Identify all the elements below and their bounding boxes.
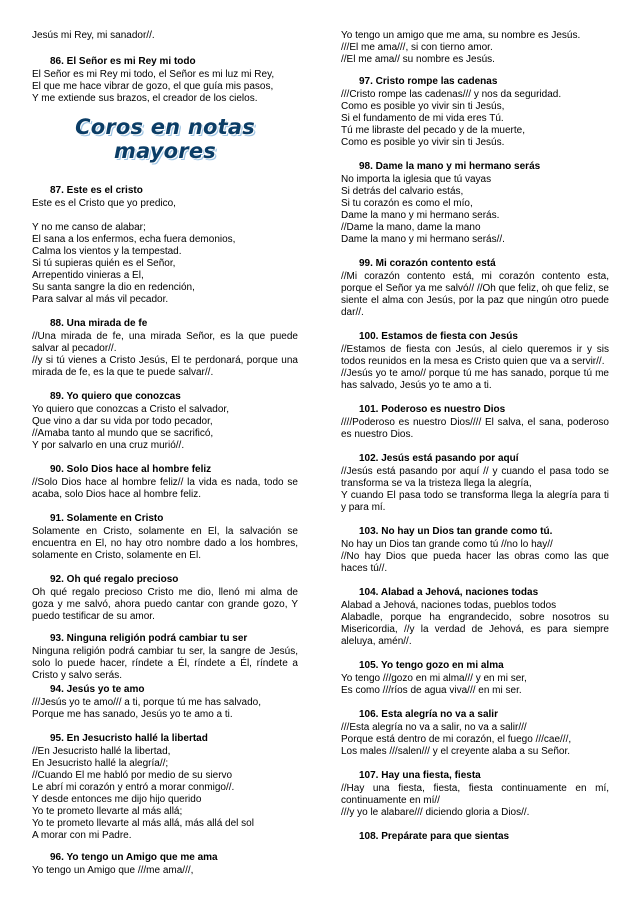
song-block [341, 161, 609, 246]
song-title: 92. Oh qué regalo precioso [50, 574, 179, 585]
song-line: //Estamos de fiesta con Jesús, al cielo queremos ir y sis todos reunidos en la mesa es Cristo quien que va a servir//. [341, 344, 609, 367]
song-title: 87. Este es el cristo [50, 185, 143, 196]
song-title: 95. En Jesucristo hallé la libertad [50, 733, 208, 744]
song-line: No importa la iglesia que tú vayas [341, 174, 492, 185]
song-line: Porque me has sanado, Jesús yo te amo a ti. [32, 709, 233, 720]
song-line: Yo tengo un Amigo que ///me ama///, [32, 865, 194, 876]
song-block [32, 464, 298, 501]
song-title: 103. No hay un Dios tan grande como tú. [359, 526, 553, 537]
song-title: 104. Alabad a Jehová, naciones todas [359, 587, 539, 598]
song-line: Arrepentido vinieras a Él, [32, 270, 144, 281]
right-song-list [341, 76, 609, 843]
song-line: ///El me ama///, si con tierno amor. [341, 42, 493, 53]
song-line [32, 210, 298, 222]
song-line: Ninguna religión podrá cambiar tu ser, la sangre de Jesús, solo lo puede hacer, ríndete a Él, ríndete a Él, ríndete a Cristo y salvo serás. [32, 646, 298, 681]
song-line: ///y yo le alabare/// diciendo gloria a Dios//. [341, 807, 530, 818]
song-title: 102. Jesús está pasando por aquí [359, 453, 519, 464]
song-line: Y por salvarlo en una cruz murió//. [32, 440, 185, 451]
song-line: Si tú supieras quién es el Señor, [32, 258, 176, 269]
song-line: //Jesús está pasando por aquí // y cuando el pasa todo se transforma se va la tristeza llega la alegría, [341, 466, 609, 489]
song-line: Le abrí mi corazón y entró a morar conmigo//. [32, 782, 235, 793]
song-title: 106. Esta alegría no va a salir [359, 709, 498, 720]
song-line: //El me ama// su nombre es Jesús. [341, 54, 495, 65]
song-title: 94. Jesús yo te amo [50, 684, 145, 695]
song-86 [32, 56, 298, 105]
song-block [341, 831, 609, 843]
section-banner [32, 113, 298, 165]
song-line: Porque está dentro de mi corazón, el fuego ///cae///, [341, 734, 572, 745]
song-block [32, 574, 298, 623]
song-line: Si detrás del calvario estás, [341, 186, 464, 197]
song-line: Dame la mano y mi hermano serás//. [341, 234, 505, 245]
song-line: No hay un Dios tan grande como tú //no lo hay// [341, 539, 553, 550]
song-block [32, 633, 298, 682]
song-line: Alabadle, porque ha engrandecido, sobre nosotros su Misericordia, //y la verdad de Jehová, es para siempre aleluya, amén//. [341, 612, 609, 647]
song-line: ////Poderoso es nuestro Dios//// El salva, el sana, poderoso es nuestro Dios. [341, 417, 609, 440]
song-line: //Dame la mano, dame la mano [341, 222, 481, 233]
song-title: 90. Solo Dios hace al hombre feliz [50, 464, 212, 475]
right-column [341, 30, 609, 855]
song-line: //Una mirada de fe, una mirada Señor, es la que puede salvar al pecador//. [32, 331, 298, 354]
song-line: Como es posible yo vivir sin ti Jesús, [341, 101, 505, 112]
song-block [341, 770, 609, 819]
song-title: 86. El Señor es mi Rey mi todo [50, 56, 196, 67]
song-line: Los males ///salen/// y el creyente alaba a su Señor. [341, 746, 571, 757]
song-block [341, 709, 609, 758]
song-line: Y cuando El pasa todo se transforma llega la alegría para ti y para mí. [341, 490, 609, 513]
song-line: Y desde entonces me dijo hijo querido [32, 794, 202, 805]
song-line: Como es posible yo vivir sin ti Jesús. [341, 137, 505, 148]
song-block [341, 453, 609, 514]
song-block [341, 587, 609, 648]
song-title: 88. Una mirada de fe [50, 318, 148, 329]
song-title: 108. Prepárate para que sientas [359, 831, 510, 842]
song-line: Yo te prometo llevarte al más allá, más allá del sol [32, 818, 254, 829]
left-song-list [32, 185, 298, 877]
song-line: Solamente en Cristo, solamente en El, la salvación se encuentra en El, no hay otro nombre dado a los hombres, solamente en Cristo, solamente en El. [32, 526, 298, 561]
section-banner-text: Coros en notas mayores [75, 115, 255, 163]
song-line: Oh qué regalo precioso Cristo me dio, llenó mi alma de goza y me salvó, ahora puedo cantar con grande gozo, Y puedo testificar de su amor. [32, 587, 298, 622]
song-line: Tú me libraste del pecado y de la muerte, [341, 125, 525, 136]
song-block [341, 404, 609, 441]
song-line: El Señor es mi Rey mi todo, el Señor es mi luz mi Rey, [32, 69, 275, 80]
song-line: Dame la mano y mi hermano serás. [341, 210, 500, 221]
song-line: //Mi corazón contento está, mi corazón contento esta, porque el Señor ya me salvó// //Oh que feliz, oh que feliz, se siente el alma con Jesús, por la paz que ningún otro puede dar//. [341, 271, 609, 318]
song-line: //No hay Dios que pueda hacer las obras como las que haces tú//. [341, 551, 609, 574]
song-line: Él sana a los enfermos, echa fuera demonios, [32, 234, 236, 245]
song-title: 93. Ninguna religión podrá cambiar tu ser [50, 633, 248, 644]
song-line: ///Esta alegría no va a salir, no va a salir/// [341, 722, 527, 733]
song-line: Si el fundamento de mi vida eres Tú. [341, 113, 504, 124]
song-title: 96. Yo tengo un Amigo que me ama [50, 852, 218, 863]
song-line: Para salvar al más vil pecador. [32, 294, 169, 305]
song-block [32, 185, 298, 306]
song-line: //y si tú vienes a Cristo Jesús, Él te perdonará, porque una mirada de fe, es la que te puede salvar//. [32, 355, 298, 378]
song-block [32, 513, 298, 562]
song-line: //Cuando Él me habló por medio de su siervo [32, 770, 233, 781]
song-block [32, 391, 298, 452]
song-title: 101. Poderoso es nuestro Dios [359, 404, 506, 415]
song-line: Su santa sangre la dio en redención, [32, 282, 195, 293]
song-line: //Solo Dios hace al hombre feliz// la vida es nada, todo se acaba, solo Dios hace al hombre feliz. [32, 477, 298, 500]
song-line: Yo tengo ///gozo en mi alma/// y en mi ser, [341, 673, 527, 684]
song-line: Yo te prometo llevarte al más allá; [32, 806, 183, 817]
song-line: Es como ///ríos de agua viva/// en mi ser. [341, 685, 522, 696]
song-block [341, 660, 609, 697]
song-block [32, 318, 298, 379]
song-line: Yo quiero que conozcas a Cristo el salvador, [32, 404, 229, 415]
song-line: //Hay una fiesta, fiesta, fiesta continuamente en mí, continuamente en mí// [341, 783, 609, 806]
song-block [341, 526, 609, 575]
song-block [341, 331, 609, 392]
song-title: 98. Dame la mano y mi hermano serás [359, 161, 541, 172]
song-block [341, 258, 609, 319]
song-line: Jesús mi Rey, mi sanador//. [32, 30, 155, 41]
song-line: //Jesús yo te amo// porque tú me has sanado, porque tú me has salvado, Jesús yo te amo a ti. [341, 368, 609, 391]
song-title: 100. Estamos de fiesta con Jesús [359, 331, 518, 342]
song-title: 91. Solamente en Cristo [50, 513, 164, 524]
song-block [341, 76, 609, 149]
song-line: ///Cristo rompe las cadenas/// y nos da seguridad. [341, 89, 562, 100]
song-line: //En Jesucristo hallé la libertad, [32, 746, 171, 757]
song-title: 105. Yo tengo gozo en mi alma [359, 660, 504, 671]
song-block [32, 684, 298, 721]
song-line: En Jesucristo hallé la alegría//; [32, 758, 169, 769]
song-line: Y no me canso de alabar; [32, 222, 146, 233]
song-line: Este es el Cristo que yo predico, [32, 198, 176, 209]
song-block [32, 733, 298, 842]
song-title: 89. Yo quiero que conozcas [50, 391, 181, 402]
song-line: Que vino a dar su vida por todo pecador, [32, 416, 213, 427]
song-line: Alabad a Jehová, naciones todas, pueblos todos [341, 600, 557, 611]
song-title: 97. Cristo rompe las cadenas [359, 76, 498, 87]
song-line: El que me hace vibrar de gozo, el que guía mis pasos, [32, 81, 274, 92]
song-line: Si tu corazón es como el mío, [341, 198, 473, 209]
song-intro-left [32, 30, 298, 42]
song-line: Calma los vientos y la tempestad. [32, 246, 182, 257]
song-line: A morar con mi Padre. [32, 830, 132, 841]
song-line: ///Jesús yo te amo/// a ti, porque tú me has salvado, [32, 697, 262, 708]
song-title: 99. Mi corazón contento está [359, 258, 496, 269]
song-line: //Amaba tanto al mundo que se sacrificó, [32, 428, 214, 439]
song-block [32, 852, 298, 877]
song-intro-right [341, 30, 609, 66]
song-line: Y me extiende sus brazos, el creador de los cielos. [32, 93, 258, 104]
song-title: 107. Hay una fiesta, fiesta [359, 770, 481, 781]
song-line: Yo tengo un amigo que me ama, su nombre es Jesús. [341, 30, 581, 41]
left-column [32, 30, 298, 889]
